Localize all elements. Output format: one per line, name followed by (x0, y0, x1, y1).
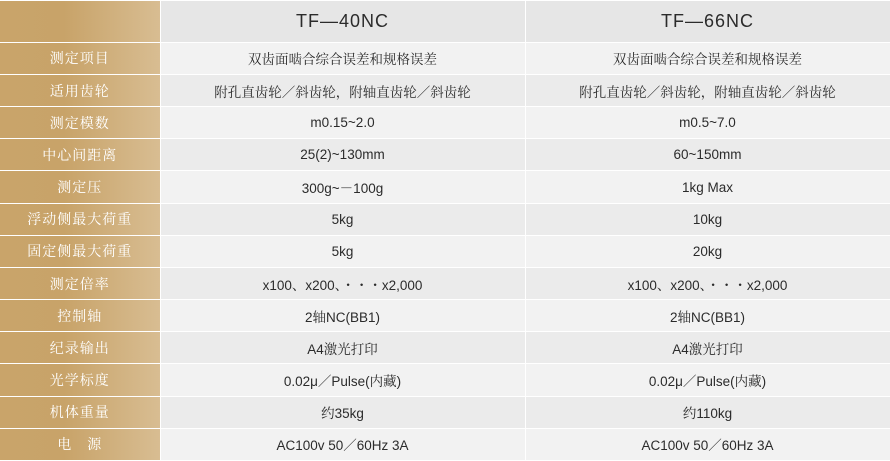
row-label: 测定压 (0, 171, 160, 203)
table-row (0, 428, 890, 460)
table-row (0, 235, 890, 267)
row-value-b: 20kg (525, 235, 890, 267)
row-value-b: AC100v 50／60Hz 3A (525, 428, 890, 460)
table-row (0, 75, 890, 107)
row-value-b: 2轴NC(BB1) (525, 300, 890, 332)
row-value-b: 约110kg (525, 396, 890, 428)
table-row (0, 42, 890, 74)
row-value-a: 双齿面啮合综合误差和规格误差 (160, 42, 525, 74)
row-value-b: 1kg Max (525, 171, 890, 203)
table-header-row (0, 1, 890, 43)
row-label: 测定项目 (0, 42, 160, 74)
row-value-a: 2轴NC(BB1) (160, 300, 525, 332)
row-label: 纪录输出 (0, 332, 160, 364)
row-value-b: x100、x200、・・・x2,000 (525, 267, 890, 299)
row-value-a: 25(2)~130mm (160, 139, 525, 171)
row-value-b: 0.02μ／Pulse(内藏) (525, 364, 890, 396)
table-row (0, 267, 890, 299)
row-value-b: 双齿面啮合综合误差和规格误差 (525, 42, 890, 74)
row-label: 测定倍率 (0, 267, 160, 299)
row-value-a: 0.02μ／Pulse(内藏) (160, 364, 525, 396)
column-header-model-b: TF—66NC (525, 1, 890, 43)
row-value-a: 5kg (160, 235, 525, 267)
table-row (0, 171, 890, 203)
row-value-a: m0.15~2.0 (160, 107, 525, 139)
table-row (0, 332, 890, 364)
row-label: 固定侧最大荷重 (0, 235, 160, 267)
row-label: 机体重量 (0, 396, 160, 428)
row-label: 光学标度 (0, 364, 160, 396)
row-value-a: 附孔直齿轮／斜齿轮，附轴直齿轮／斜齿轮 (160, 75, 525, 107)
row-value-b: 60~150mm (525, 139, 890, 171)
row-value-a: A4激光打印 (160, 332, 525, 364)
row-value-b: m0.5~7.0 (525, 107, 890, 139)
row-label: 控制轴 (0, 300, 160, 332)
row-value-a: 5kg (160, 203, 525, 235)
table-row (0, 300, 890, 332)
row-value-b: A4激光打印 (525, 332, 890, 364)
row-value-b: 10kg (525, 203, 890, 235)
row-label: 电 源 (0, 428, 160, 460)
table-row (0, 203, 890, 235)
table-row (0, 396, 890, 428)
table-row (0, 139, 890, 171)
row-value-a: 约35kg (160, 396, 525, 428)
row-value-a: 300g~－100g (160, 171, 525, 203)
column-header-model-a: TF—40NC (160, 1, 525, 43)
table-row (0, 107, 890, 139)
row-label: 中心间距离 (0, 139, 160, 171)
row-value-a: x100、x200、・・・x2,000 (160, 267, 525, 299)
row-label: 测定模数 (0, 107, 160, 139)
row-value-b: 附孔直齿轮／斜齿轮，附轴直齿轮／斜齿轮 (525, 75, 890, 107)
table-corner-cell (0, 1, 160, 43)
table-row (0, 364, 890, 396)
row-label: 适用齿轮 (0, 75, 160, 107)
row-value-a: AC100v 50／60Hz 3A (160, 428, 525, 460)
row-label: 浮动侧最大荷重 (0, 203, 160, 235)
